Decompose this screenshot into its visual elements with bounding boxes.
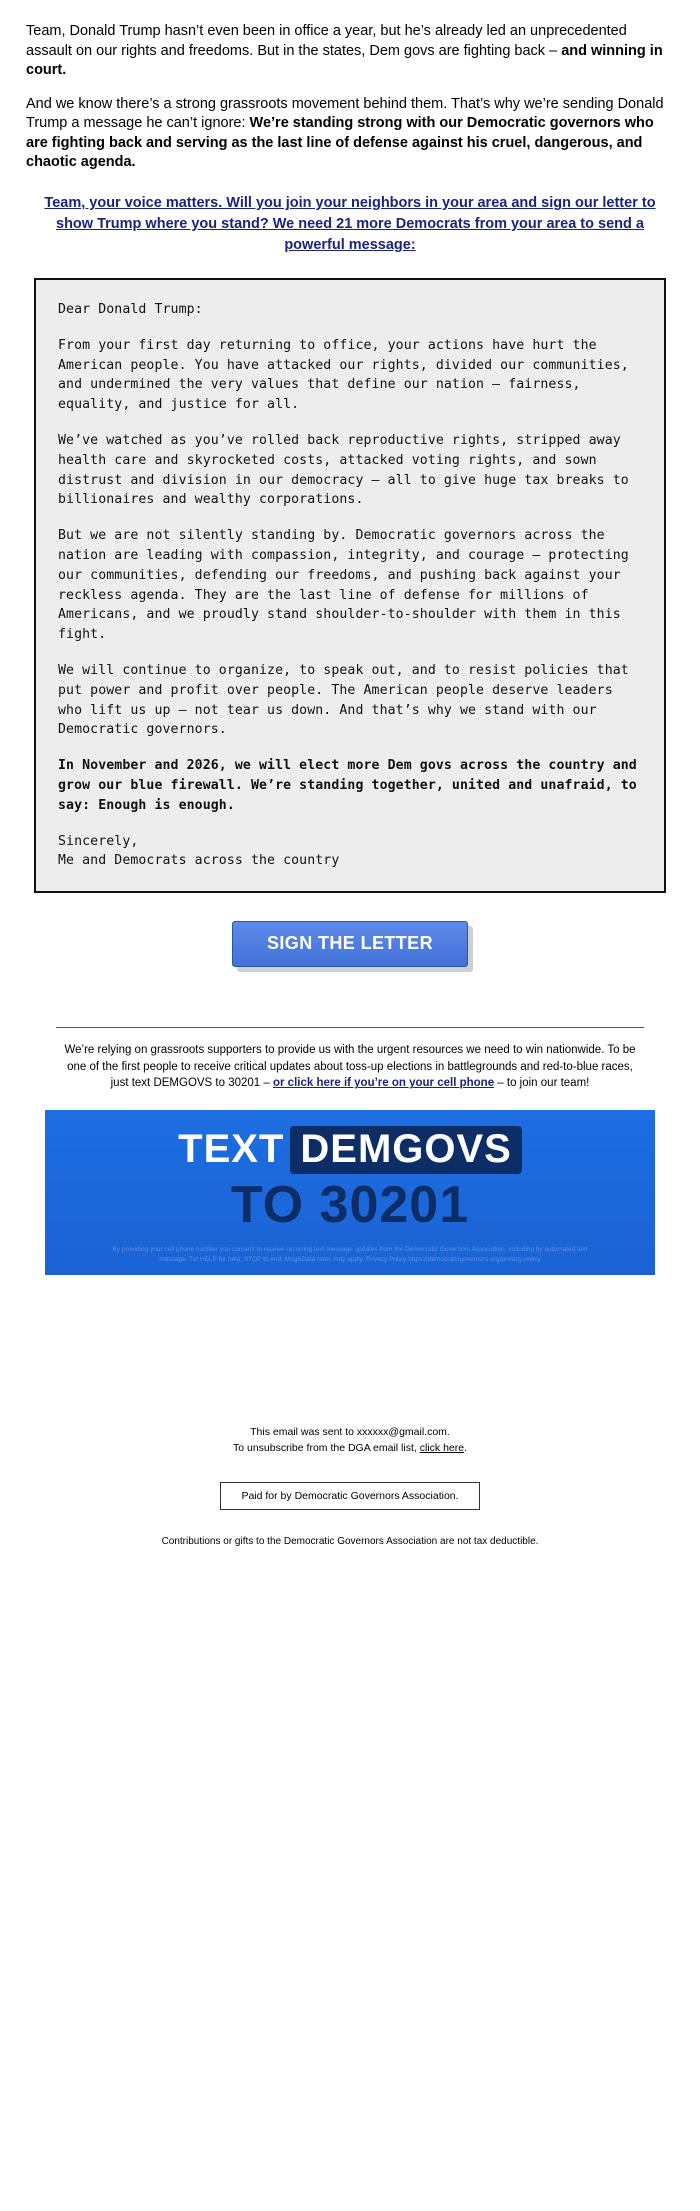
letter-paragraph-4: We will continue to organize, to speak out, and to resist policies that put power and profit over people. The American people deserve leaders who lift us up – not tear us down. And that’s why we stand with our Democratic governors. — [58, 662, 629, 738]
letter-signoff-line-2: Me and Democrats across the country — [58, 853, 340, 869]
intro-paragraph-1-emphasis: and winning in court. — [26, 42, 663, 79]
section-divider — [56, 1027, 644, 1028]
paid-for-container — [26, 1456, 674, 1510]
grassroots-footer-note — [62, 1042, 638, 1092]
intro-paragraph-2-text: And we know there’s a strong grassroots movement behind them. That’s why we’re sending Donald Trump a message he can’t ignore: — [26, 95, 664, 132]
letter-paragraph-2: We’ve watched as you’ve rolled back reproductive rights, stripped away health care and skyrocketed costs, attacked voting rights, and sown distrust and division in our democracy – all to give huge tax breaks to billionaires and wealthy corporations. — [58, 432, 629, 508]
intro-paragraph-2-emphasis: We’re standing strong with our Democratic governors who are fighting back and serving as the last line of defense against his cruel, dangerous, and chaotic agenda. — [26, 115, 654, 171]
tax-deductible-note: Contributions or gifts to the Democratic Governors Association are not tax deductible. — [161, 1536, 539, 1548]
sign-the-letter-button[interactable]: SIGN THE LETTER — [232, 921, 468, 967]
letter-paragraph-3: But we are not silently standing by. Democratic governors across the nation are leading with compassion, integrity, and courage – protecting our communities, defending our freedoms, and pushing back against your reckless agenda. They are the last line of defense for millions of Americans, and we proudly stand shoulder-to-shoulder with them in this fight. — [58, 528, 629, 643]
unsubscribe-suffix: . — [464, 1441, 468, 1454]
letter-closing-statement: In November and 2026, we will elect more Dem govs across the country and grow our blue firewall. We’re standing together, united and unafraid, to say: Enough is enough. — [58, 758, 637, 813]
letter-signoff-line-1: Sincerely, — [58, 833, 139, 849]
unsubscribe-line — [26, 1441, 674, 1457]
footer-note-part2: – to join our team! — [494, 1077, 590, 1090]
email-footer — [26, 1425, 674, 1574]
cta-container — [26, 921, 674, 967]
banner-text-word: TEXT — [178, 1127, 285, 1172]
unsubscribe-link[interactable]: click here — [419, 1441, 465, 1454]
banner-line-1 — [45, 1126, 655, 1174]
text-signup-link[interactable]: or click here if you’re on your cell phone — [272, 1077, 495, 1090]
text-demgovs-banner[interactable] — [45, 1110, 655, 1275]
banner-fine-print: By providing your cell phone number you consent to receive recurring text message updates from the Democratic Governors Association, including by automated text message. Txt HELP for help, STOP to end. Msg&Data rates may apply. Privacy Policy https://democraticgovernors.org/privacy-policy — [112, 1245, 588, 1263]
footer-note-part1: We’re relying on grassroots supporters to provide us with the urgent resources we need to win nationwide. To be one of the first people to receive critical updates about toss-up elections in battlegrounds and red-to-blue races, just text DEMGOVS to 30201 – — [64, 1044, 636, 1090]
sign-letter-ask-link[interactable]: Team, your voice matters. Will you join your neighbors in your area and sign our letter to show Trump where you stand? We need 21 more Democrats from your area to send a powerful message: — [44, 194, 656, 253]
letter-salutation: Dear Donald Trump: — [58, 301, 203, 317]
sent-to-line: This email was sent to xxxxxx@gmail.com. — [250, 1425, 450, 1438]
banner-line-2: TO 30201 — [230, 1176, 470, 1235]
intro-paragraph-1-text: Team, Donald Trump hasn’t even been in office a year, but he’s already led an unprecedented assault on our rights and freedoms. But in the states, Dem govs are fighting back – — [26, 23, 627, 59]
unsubscribe-prefix: To unsubscribe from the DGA email list, — [232, 1441, 420, 1454]
letter-box — [34, 278, 666, 893]
intro-paragraph-2 — [26, 95, 674, 173]
paid-for-disclaimer: Paid for by Democratic Governors Association. — [220, 1482, 479, 1510]
banner-demgovs-word: DEMGOVS — [290, 1126, 521, 1174]
letter-paragraph-1: From your first day returning to office, your actions have hurt the American people. You have attacked our rights, divided our communities, and undermined the very values that define our nation – fairness, equality, and justice for all. — [58, 337, 629, 413]
intro-paragraph-1 — [26, 22, 674, 81]
